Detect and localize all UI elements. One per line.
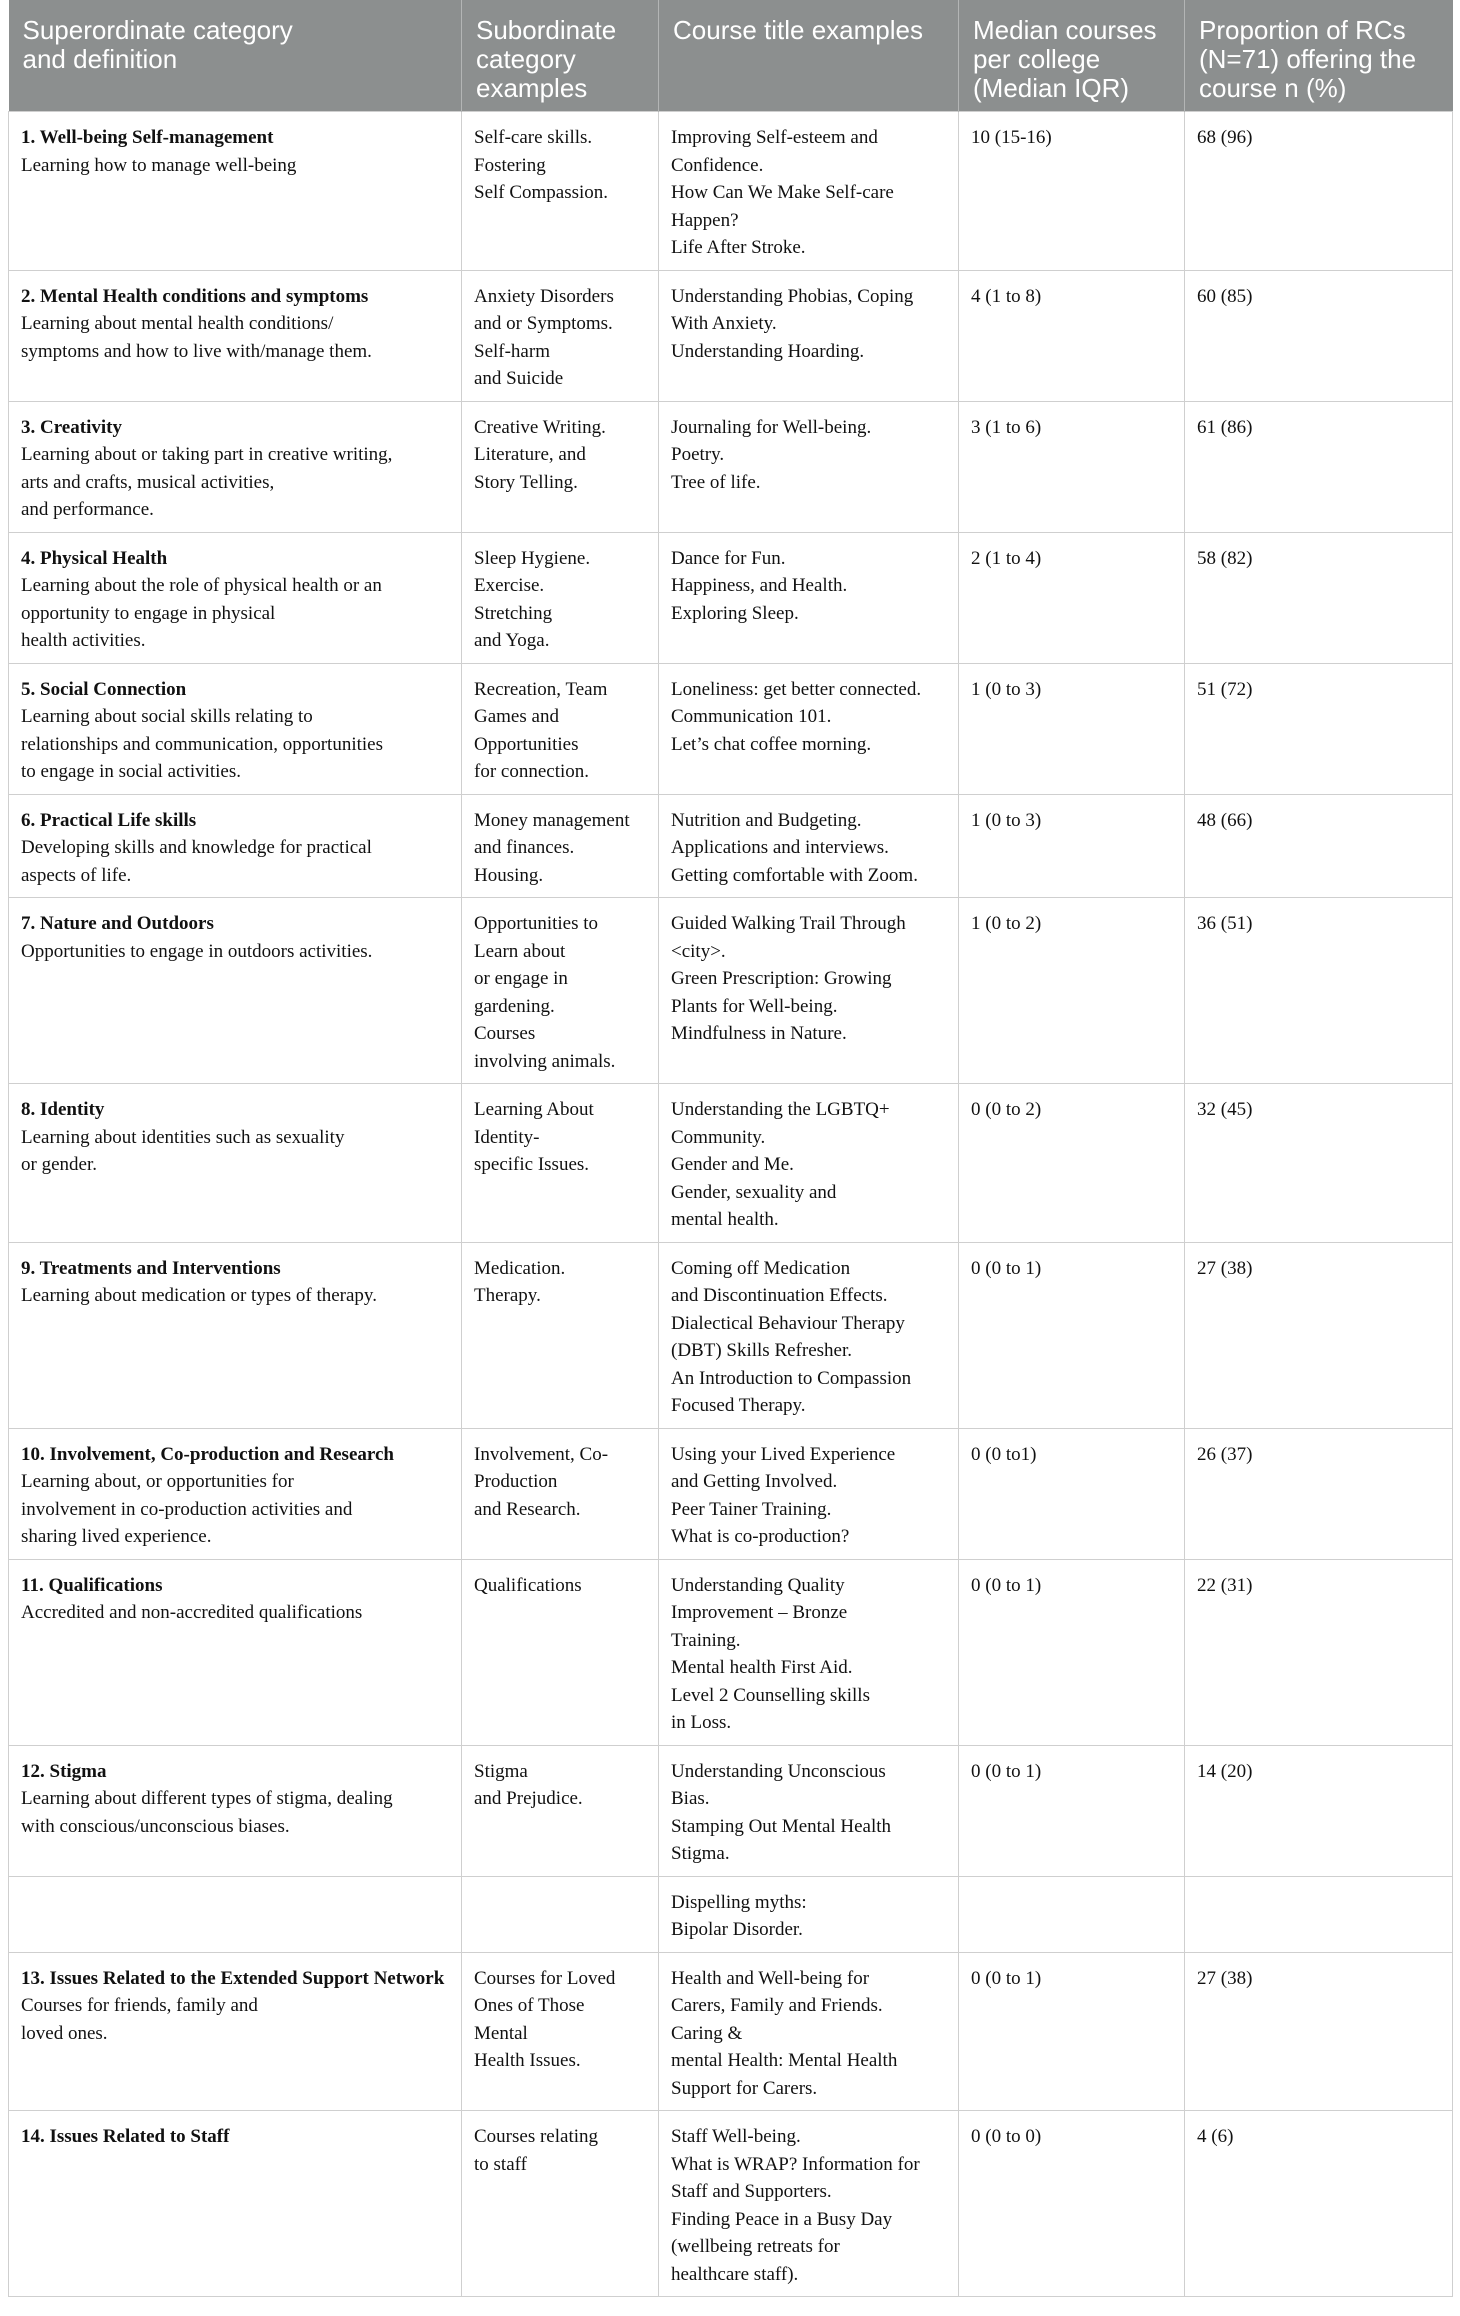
header-proportion xyxy=(1185,0,1453,112)
cell-line: What is co-production? xyxy=(671,1526,850,1547)
median-cell: 1 (0 to 3) xyxy=(959,663,1185,794)
cell-line: Exercise. xyxy=(474,575,545,596)
table-row xyxy=(9,663,1453,794)
table-body xyxy=(9,112,1453,2297)
cell-line: Applications and interviews. xyxy=(671,837,889,858)
cell-line: Games and xyxy=(474,706,559,727)
cell-line: Opportunities to engage in outdoors activities. xyxy=(21,940,373,962)
category-cell xyxy=(9,1084,462,1243)
header-line: and definition xyxy=(22,44,178,74)
median-cell: 10 (15-16) xyxy=(959,112,1185,271)
cell-line: Self Compassion. xyxy=(474,182,609,203)
median-cell: 0 (0 to1) xyxy=(959,1428,1185,1559)
table-header-row xyxy=(9,0,1453,112)
cell-line: loved ones. xyxy=(21,2022,108,2044)
cell-line: involvement in co-production activities and xyxy=(21,1498,353,1520)
cell-line: What is WRAP? Information for xyxy=(671,2153,920,2175)
category-title: 13. Issues Related to the Extended Support Network xyxy=(21,1967,445,1989)
cell-line: Creative Writing. xyxy=(474,416,606,438)
cell-line: Courses relating xyxy=(474,2126,599,2147)
cell-line: Happiness, and Health. xyxy=(671,575,848,596)
proportion-cell: 27 (38) xyxy=(1185,1952,1453,2111)
cell-line: Learning about different types of stigma, dealing xyxy=(21,1788,393,1809)
subordinate-cell xyxy=(462,532,659,663)
cell-line: Staff Well-being. xyxy=(671,2126,801,2147)
table-row xyxy=(9,532,1453,663)
cell-line: Let’s chat coffee morning. xyxy=(671,733,872,755)
category-cell xyxy=(9,112,462,271)
cell-line: and Yoga. xyxy=(474,630,550,651)
cell-line: Learning how to manage well-being xyxy=(21,154,297,176)
cell-line: Learn about xyxy=(474,940,566,962)
median-cell xyxy=(959,1876,1185,1952)
cell-line: Dance for Fun. xyxy=(671,547,786,569)
cell-line: Involvement, Co- xyxy=(474,1443,609,1465)
subordinate-cell xyxy=(462,1084,659,1243)
table-row xyxy=(9,1745,1453,1876)
cell-line: arts and crafts, musical activities, xyxy=(21,471,275,493)
category-title: 3. Creativity xyxy=(21,416,122,438)
cell-line: Story Telling. xyxy=(474,471,578,493)
cell-line: Mental xyxy=(474,2022,528,2044)
course-titles-cell xyxy=(659,1952,959,2111)
cell-line: Stamping Out Mental Health xyxy=(671,1815,892,1837)
cell-line: Gender, sexuality and xyxy=(671,1181,837,1203)
cell-line: Learning about mental health conditions/ xyxy=(21,313,334,334)
cell-line: Loneliness: get better connected. xyxy=(671,678,922,700)
table-row xyxy=(9,1952,1453,2111)
subordinate-cell xyxy=(462,1952,659,2111)
cell-line: Life After Stroke. xyxy=(671,237,806,258)
table-row xyxy=(9,1242,1453,1428)
cell-line: Courses for friends, family and xyxy=(21,1995,258,2016)
cell-line: and Discontinuation Effects. xyxy=(671,1285,888,1306)
proportion-cell: 36 (51) xyxy=(1185,898,1453,1084)
cell-line: and Getting Involved. xyxy=(671,1471,838,1492)
cell-line: Literature, and xyxy=(474,444,586,465)
header-course-titles xyxy=(659,0,959,112)
category-title: 4. Physical Health xyxy=(21,547,168,569)
cell-line: Nutrition and Budgeting. xyxy=(671,809,862,831)
median-cell: 1 (0 to 3) xyxy=(959,794,1185,898)
course-categories-table xyxy=(8,0,1453,2297)
header-line: per college xyxy=(973,44,1101,74)
proportion-cell: 48 (66) xyxy=(1185,794,1453,898)
category-cell xyxy=(9,270,462,401)
cell-line: relationships and communication, opportunities xyxy=(21,733,383,755)
header-line: (N=71) offering the xyxy=(1199,44,1417,74)
cell-line: Peer Tainer Training. xyxy=(671,1498,832,1520)
cell-line: Sleep Hygiene. xyxy=(474,547,591,569)
header-line: Subordinate xyxy=(476,15,617,45)
course-titles-cell xyxy=(659,794,959,898)
category-title: 2. Mental Health conditions and symptoms xyxy=(21,285,369,307)
subordinate-cell xyxy=(462,112,659,271)
cell-line: Tree of life. xyxy=(671,471,761,493)
cell-line: Qualifications xyxy=(474,1574,582,1596)
cell-line: or engage in xyxy=(474,968,568,989)
cell-line: mental Health: Mental Health xyxy=(671,2050,898,2071)
cell-line: and Suicide xyxy=(474,368,564,389)
cell-line: <city>. xyxy=(671,940,726,962)
cell-line: or gender. xyxy=(21,1154,97,1175)
table-row xyxy=(9,2111,1453,2297)
category-cell xyxy=(9,1745,462,1876)
cell-line: aspects of life. xyxy=(21,864,132,886)
median-cell: 0 (0 to 2) xyxy=(959,1084,1185,1243)
category-cell xyxy=(9,663,462,794)
cell-line: Learning about, or opportunities for xyxy=(21,1471,294,1492)
course-titles-cell xyxy=(659,1428,959,1559)
header-line: Median courses xyxy=(973,15,1157,45)
median-cell: 0 (0 to 1) xyxy=(959,1952,1185,2111)
header-line: Course title examples xyxy=(673,15,923,45)
cell-line: Level 2 Counselling skills xyxy=(671,1684,870,1706)
cell-line: Training. xyxy=(671,1629,741,1651)
cell-line: Learning about social skills relating to xyxy=(21,706,313,727)
cell-line: Medication. xyxy=(474,1257,566,1279)
cell-line: Stigma xyxy=(474,1760,528,1782)
proportion-cell: 68 (96) xyxy=(1185,112,1453,271)
course-titles-cell xyxy=(659,898,959,1084)
cell-line: Understanding Hoarding. xyxy=(671,340,865,362)
table-row xyxy=(9,401,1453,532)
header-superordinate xyxy=(9,0,462,112)
cell-line: mental health. xyxy=(671,1209,779,1230)
cell-line: Staff and Supporters. xyxy=(671,2181,832,2202)
cell-line: Understanding Phobias, Coping xyxy=(671,285,914,307)
cell-line: Confidence. xyxy=(671,154,764,176)
header-line: category xyxy=(476,44,576,74)
cell-line: Learning about medication or types of therapy. xyxy=(21,1285,377,1306)
category-cell xyxy=(9,401,462,532)
median-cell: 4 (1 to 8) xyxy=(959,270,1185,401)
header-line: Superordinate category xyxy=(22,15,293,45)
cell-line: Stretching xyxy=(474,602,553,624)
cell-line: and or Symptoms. xyxy=(474,313,613,334)
subordinate-cell xyxy=(462,1242,659,1428)
header-line: Proportion of RCs xyxy=(1199,15,1406,45)
cell-line: symptoms and how to live with/manage them. xyxy=(21,340,372,362)
table-row xyxy=(9,1559,1453,1745)
cell-line: Health Issues. xyxy=(474,2050,581,2071)
cell-line: Understanding Quality xyxy=(671,1574,845,1596)
cell-line: Production xyxy=(474,1471,558,1492)
cell-line: Identity- xyxy=(474,1126,540,1148)
header-subordinate xyxy=(462,0,659,112)
course-titles-cell xyxy=(659,1559,959,1745)
cell-line: Green Prescription: Growing xyxy=(671,968,892,989)
cell-line: Opportunities xyxy=(474,733,579,755)
cell-line: With Anxiety. xyxy=(671,313,777,334)
cell-line: Bipolar Disorder. xyxy=(671,1919,803,1940)
header-median xyxy=(959,0,1185,112)
cell-line: Dialectical Behaviour Therapy xyxy=(671,1312,905,1334)
cell-line: Fostering xyxy=(474,154,546,176)
course-titles-cell xyxy=(659,663,959,794)
cell-line: Learning about or taking part in creative writing, xyxy=(21,444,393,465)
cell-line: Poetry. xyxy=(671,444,725,465)
proportion-cell: 51 (72) xyxy=(1185,663,1453,794)
course-titles-cell xyxy=(659,112,959,271)
cell-line: in Loss. xyxy=(671,1712,732,1733)
proportion-cell: 32 (45) xyxy=(1185,1084,1453,1243)
cell-line: for connection. xyxy=(474,761,590,782)
cell-line: Finding Peace in a Busy Day xyxy=(671,2208,893,2230)
median-cell: 0 (0 to 1) xyxy=(959,1745,1185,1876)
subordinate-cell xyxy=(462,794,659,898)
table-row xyxy=(9,1428,1453,1559)
category-title: 6. Practical Life skills xyxy=(21,809,197,831)
median-cell: 0 (0 to 0) xyxy=(959,2111,1185,2297)
cell-line: Ones of Those xyxy=(474,1995,585,2016)
cell-line: Support for Carers. xyxy=(671,2077,818,2099)
category-title: 14. Issues Related to Staff xyxy=(21,2126,230,2147)
cell-line: How Can We Make Self-care xyxy=(671,182,894,203)
proportion-cell: 14 (20) xyxy=(1185,1745,1453,1876)
cell-line: to engage in social activities. xyxy=(21,761,242,782)
cell-line: with conscious/unconscious biases. xyxy=(21,1815,290,1837)
cell-line: Mental health First Aid. xyxy=(671,1657,853,1678)
cell-line: Community. xyxy=(671,1126,766,1148)
cell-line: Exploring Sleep. xyxy=(671,602,799,624)
cell-line: (wellbeing retreats for xyxy=(671,2236,840,2257)
proportion-cell: 61 (86) xyxy=(1185,401,1453,532)
course-titles-cell xyxy=(659,270,959,401)
category-cell xyxy=(9,532,462,663)
cell-line: Accredited and non-accredited qualifications xyxy=(21,1602,363,1623)
cell-line: Guided Walking Trail Through xyxy=(671,913,906,934)
subordinate-cell xyxy=(462,401,659,532)
subordinate-cell xyxy=(462,898,659,1084)
cell-line: Communication 101. xyxy=(671,706,832,727)
cell-line: involving animals. xyxy=(474,1050,616,1072)
course-titles-cell xyxy=(659,401,959,532)
category-cell xyxy=(9,2111,462,2297)
cell-line: Getting comfortable with Zoom. xyxy=(671,864,918,886)
cell-line: Journaling for Well-being. xyxy=(671,416,872,438)
table-row xyxy=(9,270,1453,401)
subordinate-cell xyxy=(462,1876,659,1952)
cell-line: healthcare staff). xyxy=(671,2263,799,2285)
cell-line: Developing skills and knowledge for practical xyxy=(21,837,372,858)
table-row xyxy=(9,1084,1453,1243)
category-cell xyxy=(9,1559,462,1745)
table-container xyxy=(8,0,1452,2297)
cell-line: Mindfulness in Nature. xyxy=(671,1023,847,1044)
cell-line: and Research. xyxy=(474,1498,581,1520)
subordinate-cell xyxy=(462,1745,659,1876)
median-cell: 3 (1 to 6) xyxy=(959,401,1185,532)
course-titles-cell xyxy=(659,2111,959,2297)
header-line: examples xyxy=(476,73,588,103)
cell-line: (DBT) Skills Refresher. xyxy=(671,1340,853,1361)
cell-line: gardening. xyxy=(474,995,555,1017)
header-line: (Median IQR) xyxy=(973,73,1130,103)
median-cell: 2 (1 to 4) xyxy=(959,532,1185,663)
cell-line: Courses for Loved xyxy=(474,1967,616,1989)
median-cell: 1 (0 to 2) xyxy=(959,898,1185,1084)
category-cell xyxy=(9,898,462,1084)
cell-line: Happen? xyxy=(671,209,739,231)
cell-line: Improving Self-esteem and xyxy=(671,127,878,148)
cell-line: Understanding the LGBTQ+ xyxy=(671,1099,890,1120)
subordinate-cell xyxy=(462,2111,659,2297)
category-title: 5. Social Connection xyxy=(21,678,187,700)
header-line: course n (%) xyxy=(1199,73,1347,103)
category-title: 7. Nature and Outdoors xyxy=(21,913,214,934)
category-title: 11. Qualifications xyxy=(21,1574,163,1596)
cell-line: and finances. xyxy=(474,837,575,858)
cell-line: Using your Lived Experience xyxy=(671,1443,896,1465)
cell-line: Focused Therapy. xyxy=(671,1395,806,1416)
cell-line: Self-care skills. xyxy=(474,127,593,148)
proportion-cell: 27 (38) xyxy=(1185,1242,1453,1428)
cell-line: Recreation, Team xyxy=(474,678,608,700)
cell-line: Health and Well-being for xyxy=(671,1967,870,1989)
cell-line: Plants for Well-being. xyxy=(671,995,838,1017)
course-titles-cell xyxy=(659,1242,959,1428)
cell-line: Stigma. xyxy=(671,1843,730,1864)
cell-line: Anxiety Disorders xyxy=(474,285,614,307)
category-cell xyxy=(9,1952,462,2111)
table-row xyxy=(9,898,1453,1084)
proportion-cell: 22 (31) xyxy=(1185,1559,1453,1745)
cell-line: Improvement – Bronze xyxy=(671,1602,848,1623)
category-cell xyxy=(9,1242,462,1428)
course-titles-cell xyxy=(659,1084,959,1243)
cell-line: Learning about the role of physical health or an xyxy=(21,575,382,596)
proportion-cell: 58 (82) xyxy=(1185,532,1453,663)
subordinate-cell xyxy=(462,1559,659,1745)
cell-line: Gender and Me. xyxy=(671,1154,794,1175)
cell-line: Learning About xyxy=(474,1099,594,1120)
median-cell: 0 (0 to 1) xyxy=(959,1242,1185,1428)
cell-line: opportunity to engage in physical xyxy=(21,602,276,624)
category-cell xyxy=(9,1428,462,1559)
cell-line: specific Issues. xyxy=(474,1154,590,1175)
table-row xyxy=(9,112,1453,271)
course-titles-cell xyxy=(659,1745,959,1876)
cell-line: Coming off Medication xyxy=(671,1257,851,1279)
cell-line: An Introduction to Compassion xyxy=(671,1367,912,1389)
cell-line: Bias. xyxy=(671,1788,710,1809)
cell-line: Carers, Family and Friends. xyxy=(671,1995,883,2016)
cell-line: Caring & xyxy=(671,2022,743,2044)
cell-line: Dispelling myths: xyxy=(671,1891,807,1913)
proportion-cell: 60 (85) xyxy=(1185,270,1453,401)
median-cell: 0 (0 to 1) xyxy=(959,1559,1185,1745)
proportion-cell: 4 (6) xyxy=(1185,2111,1453,2297)
cell-line: sharing lived experience. xyxy=(21,1526,212,1547)
proportion-cell xyxy=(1185,1876,1453,1952)
cell-line: Understanding Unconscious xyxy=(671,1760,886,1782)
cell-line: Learning about identities such as sexuality xyxy=(21,1126,345,1148)
subordinate-cell xyxy=(462,270,659,401)
cell-line: Self-harm xyxy=(474,340,550,362)
category-cell xyxy=(9,1876,462,1952)
cell-line: Therapy. xyxy=(474,1285,541,1306)
table-row xyxy=(9,1876,1453,1952)
course-titles-cell xyxy=(659,1876,959,1952)
cell-line: Opportunities to xyxy=(474,913,599,934)
cell-line: Housing. xyxy=(474,864,544,886)
cell-line: Courses xyxy=(474,1023,536,1044)
category-title: 10. Involvement, Co-production and Research xyxy=(21,1443,394,1465)
cell-line: health activities. xyxy=(21,630,146,651)
cell-line: to staff xyxy=(474,2153,527,2175)
category-title: 12. Stigma xyxy=(21,1760,107,1782)
table-row xyxy=(9,794,1453,898)
cell-line: and Prejudice. xyxy=(474,1788,583,1809)
subordinate-cell xyxy=(462,1428,659,1559)
cell-line: Money management xyxy=(474,809,630,831)
course-titles-cell xyxy=(659,532,959,663)
cell-line: and performance. xyxy=(21,499,154,520)
category-title: 1. Well-being Self-management xyxy=(21,127,274,148)
category-title: 9. Treatments and Interventions xyxy=(21,1257,281,1279)
category-title: 8. Identity xyxy=(21,1099,105,1120)
category-cell xyxy=(9,794,462,898)
proportion-cell: 26 (37) xyxy=(1185,1428,1453,1559)
subordinate-cell xyxy=(462,663,659,794)
